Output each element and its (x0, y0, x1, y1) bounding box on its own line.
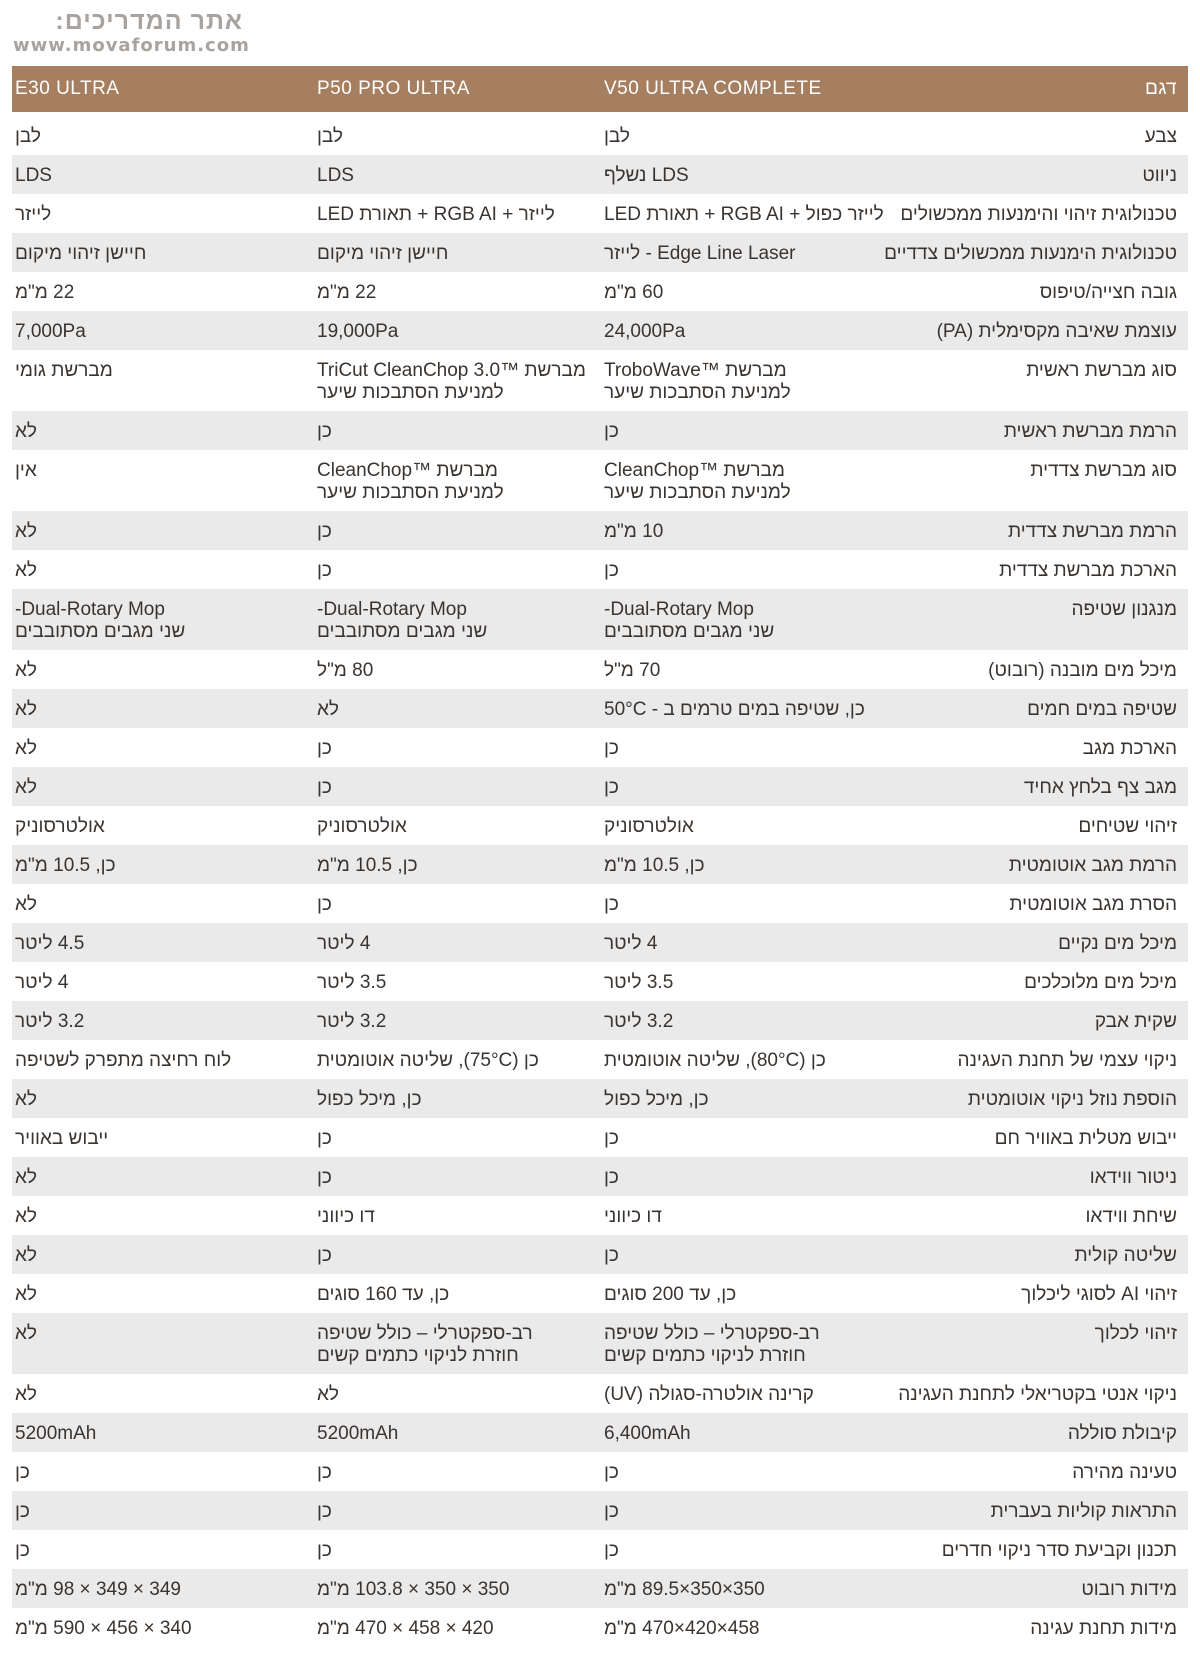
table-row (12, 450, 1188, 511)
table-row (12, 194, 1188, 233)
row-value-model-3: אין (15, 460, 37, 481)
row-value-model-1: 60 מ"מ (604, 282, 664, 303)
table-row (12, 1452, 1188, 1491)
table-row (12, 1235, 1188, 1274)
row-value-model-1: 10 מ"מ (604, 521, 664, 542)
row-value-model-2: 5200mAh (317, 1423, 399, 1444)
value-line: למניעת הסתבכות שיער (317, 382, 504, 403)
row-label: תכנון וקביעת סדר ניקוי חדרים (941, 1540, 1177, 1561)
row-label: הרמת מגב אוטומטית (1008, 855, 1177, 876)
table-row (12, 1569, 1188, 1608)
table-row (12, 1608, 1188, 1647)
row-label: הוספת נוזל ניקוי אוטומטית (967, 1089, 1177, 1110)
row-value-model-1: 6,400mAh (604, 1423, 691, 1444)
header-cell-model-2: P50 PRO ULTRA (317, 78, 470, 99)
row-label: מיכל מים נקיים (1058, 933, 1177, 954)
row-value-model-3: לא (15, 699, 37, 720)
brand-url: www.movaforum.com (13, 35, 250, 56)
value-line: למניעת הסתבכות שיער (604, 482, 791, 503)
row-value-model-1: כן (604, 1462, 619, 1483)
row-label: מידות תחנת עגינה (1030, 1618, 1177, 1639)
row-value-model-1: 3.5 ליטר (604, 972, 674, 993)
row-value-model-2: כן (317, 1540, 332, 1561)
table-row (12, 1313, 1188, 1374)
row-label: צבע (1144, 126, 1177, 147)
row-value-model-3: LDS (15, 165, 52, 186)
header-cell-model-3: E30 ULTRA (15, 78, 120, 99)
row-label: מנגנון שטיפה (1071, 599, 1177, 620)
value-line: Dual-Rotary Mop- (15, 599, 165, 620)
table-row (12, 311, 1188, 350)
row-value-model-1: לבן (604, 126, 630, 147)
row-value-model-3: אולטרסוניק (15, 816, 105, 837)
row-label: מגב צף בלחץ אחיד (1023, 777, 1177, 798)
row-value-model-2: לא (317, 699, 339, 720)
row-value-model-2: LDS (317, 165, 354, 186)
row-value-model-1 (600, 1313, 887, 1367)
row-label: ייבוש מטלית באוויר חם (994, 1128, 1177, 1149)
table-row (12, 1040, 1188, 1079)
row-value-model-1: כן (80°C), שליטה אוטומטית (604, 1050, 826, 1071)
row-value-model-2: כן (317, 894, 332, 915)
row-value-model-3: לא (15, 421, 37, 442)
table-row (12, 1491, 1188, 1530)
row-value-model-2: 420 × 458 × 470 מ"מ (317, 1618, 494, 1639)
table-row (12, 1079, 1188, 1118)
row-value-model-1: כן, שטיפה במים טרמים ב - 50°C (604, 699, 865, 720)
row-value-model-3: 349 × 349 × 98 מ"מ (15, 1579, 181, 1600)
row-value-model-1: כן (604, 1167, 619, 1188)
row-label: הסרת מגב אוטומטית (1009, 894, 1177, 915)
table-row (12, 806, 1188, 845)
row-value-model-1: 458×420×470 מ"מ (604, 1618, 760, 1639)
row-label: ניטור ווידאו (1089, 1167, 1177, 1188)
row-value-model-3: לא (15, 1167, 37, 1188)
row-label: טכנולוגית זיהוי והימנעות ממכשולים (900, 204, 1177, 225)
row-label: מיכל מים מובנה (רובוט) (988, 660, 1177, 681)
row-value-model-2: כן (75°C), שליטה אוטומטית (317, 1050, 539, 1071)
row-value-model-1: כן (604, 1128, 619, 1149)
comparison-table (12, 66, 1188, 1647)
table-row (12, 767, 1188, 806)
row-value-model-1: כן (604, 1540, 619, 1561)
row-label: שטיפה במים חמים (1027, 699, 1177, 720)
table-row (12, 1413, 1188, 1452)
row-label: מידות רובוט (1081, 1579, 1177, 1600)
row-value-model-3: לא (15, 777, 37, 798)
row-label: גובה חצייה/טיפוס (1039, 282, 1177, 303)
table-row (12, 1157, 1188, 1196)
row-value-model-2: כן (317, 560, 332, 581)
row-value-model-2: 350 × 350 × 103.8 מ"מ (317, 1579, 510, 1600)
row-value-model-1: דו כיווני (604, 1206, 662, 1227)
value-line: שני מגבים מסתובבים (604, 621, 775, 642)
row-label: הארכת מברשת צדדית (999, 560, 1177, 581)
table-header (12, 66, 1188, 112)
row-value-model-2: כן (317, 1245, 332, 1266)
row-value-model-1: כן (604, 894, 619, 915)
row-value-model-2 (314, 589, 600, 643)
value-line: חוזרת לניקוי כתמים קשים (317, 1345, 519, 1366)
row-value-model-3: חיישן זיהוי מיקום (15, 243, 147, 264)
row-value-model-3: 5200mAh (15, 1423, 97, 1444)
table-row (12, 589, 1188, 650)
table-row (12, 550, 1188, 589)
row-value-model-1: Edge Line Laser - לייזר (604, 243, 796, 264)
row-value-model-3: לא (15, 894, 37, 915)
row-label: עוצמת שאיבה מקסימלית (PA) (936, 321, 1177, 342)
row-value-model-2 (314, 1313, 600, 1367)
row-value-model-1: 4 ליטר (604, 933, 658, 954)
row-value-model-1: כן (604, 777, 619, 798)
row-label: ניקוי אנטי בקטריאלי לתחנת העגינה (898, 1384, 1177, 1405)
table-row (12, 233, 1188, 272)
row-label: טכנולוגית הימנעות ממכשולים צדדיים (884, 243, 1177, 264)
row-value-model-2: 3.2 ליטר (317, 1011, 387, 1032)
row-value-model-3: כן, 10.5 מ"מ (15, 855, 116, 876)
row-value-model-1 (600, 450, 887, 504)
row-value-model-1: 3.2 ליטר (604, 1011, 674, 1032)
row-value-model-2: כן (317, 521, 332, 542)
row-value-model-3: 3.2 ליטר (15, 1011, 85, 1032)
row-value-model-1: כן (604, 560, 619, 581)
table-row (12, 1001, 1188, 1040)
table-row (12, 350, 1188, 411)
row-value-model-2: כן, מיכל כפול (317, 1089, 422, 1110)
row-value-model-2 (314, 450, 600, 504)
row-value-model-3: לא (15, 660, 37, 681)
row-value-model-1: לייזר כפול + RGB AI + תאורת LED (604, 204, 884, 225)
row-label: זיהוי שטיחים (1078, 816, 1177, 837)
row-value-model-3: 340 × 456 × 590 מ"מ (15, 1618, 192, 1639)
row-value-model-2: לבן (317, 126, 343, 147)
table-row (12, 272, 1188, 311)
row-value-model-3: לא (15, 521, 37, 542)
row-value-model-3: לא (15, 560, 37, 581)
row-label: זיהוי לכלוך (1094, 1323, 1177, 1344)
row-value-model-2: 3.5 ליטר (317, 972, 387, 993)
row-value-model-1: אולטרסוניק (604, 816, 694, 837)
value-line: מברשת ™TriCut CleanChop 3.0 (317, 360, 586, 381)
row-label: ניווט (1142, 165, 1177, 186)
row-value-model-3: 4 ליטר (15, 972, 69, 993)
row-value-model-2: דו כיווני (317, 1206, 375, 1227)
table-row (12, 962, 1188, 1001)
row-value-model-2: כן, עד 160 סוגים (317, 1284, 450, 1305)
row-value-model-3: לא (15, 1089, 37, 1110)
value-line: מברשת ™CleanChop (604, 460, 785, 481)
row-value-model-1: 70 מ"ל (604, 660, 661, 681)
table-row (12, 411, 1188, 450)
row-value-model-3: כן (15, 1462, 30, 1483)
row-value-model-2: כן, 10.5 מ"מ (317, 855, 418, 876)
row-value-model-1: 24,000Pa (604, 321, 686, 342)
row-label: שקית אבק (1094, 1011, 1177, 1032)
value-line: רב-ספקטרלי – כולל שטיפה (604, 1323, 820, 1344)
row-value-model-3: לא (15, 738, 37, 759)
row-value-model-3: לא (15, 1284, 37, 1305)
row-value-model-1: כן (604, 1501, 619, 1522)
row-value-model-2: חיישן זיהוי מיקום (317, 243, 449, 264)
row-label: שיחת ווידאו (1085, 1206, 1177, 1227)
row-value-model-3: כן (15, 1501, 30, 1522)
row-value-model-1: קרינה אולטרה-סגולה (UV) (604, 1384, 814, 1405)
row-value-model-2 (314, 350, 600, 404)
row-value-model-3: לא (15, 1323, 37, 1344)
row-value-model-2: כן (317, 1501, 332, 1522)
value-line: מברשת ™CleanChop (317, 460, 498, 481)
row-value-model-1: כן, מיכל כפול (604, 1089, 709, 1110)
row-label: שליטה קולית (1074, 1245, 1177, 1266)
row-value-model-2: כן (317, 777, 332, 798)
row-value-model-1: כן (604, 738, 619, 759)
row-value-model-2: כן (317, 738, 332, 759)
row-value-model-2: לא (317, 1384, 339, 1405)
table-row (12, 923, 1188, 962)
table-row (12, 1196, 1188, 1235)
table-row (12, 650, 1188, 689)
row-value-model-2: כן (317, 421, 332, 442)
value-line: שני מגבים מסתובבים (317, 621, 488, 642)
row-label: זיהוי AI לסוגי ליכלוך (1021, 1284, 1177, 1305)
table-row (12, 511, 1188, 550)
row-value-model-2: 19,000Pa (317, 321, 399, 342)
row-value-model-3: כן (15, 1540, 30, 1561)
row-value-model-1: כן, 10.5 מ"מ (604, 855, 705, 876)
row-value-model-2: 80 מ"ל (317, 660, 374, 681)
value-line: Dual-Rotary Mop- (604, 599, 754, 620)
header-cell-model-1: V50 ULTRA COMPLETE (604, 78, 822, 99)
row-value-model-2: כן (317, 1167, 332, 1188)
row-value-model-1: כן (604, 1245, 619, 1266)
row-value-model-2: 4 ליטר (317, 933, 371, 954)
value-line: שני מגבים מסתובבים (15, 621, 186, 642)
row-value-model-1 (600, 589, 887, 643)
site-brand (13, 6, 250, 58)
table-row (12, 116, 1188, 155)
row-value-model-1: כן, עד 200 סוגים (604, 1284, 737, 1305)
row-value-model-1: LDS נשלף (604, 165, 689, 186)
row-value-model-3: 4.5 ליטר (15, 933, 85, 954)
row-label: הרמת מברשת צדדית (1007, 521, 1177, 542)
row-value-model-3: לא (15, 1206, 37, 1227)
row-label: ניקוי עצמי של תחנת העגינה (957, 1050, 1177, 1071)
row-label: סוג מברשת צדדית (1030, 460, 1177, 481)
table-row (12, 1530, 1188, 1569)
header-cell-label: דגם (1144, 78, 1177, 99)
brand-title: אתר המדריכים: (55, 7, 243, 35)
row-label: הארכת מגב (1082, 738, 1177, 759)
value-line: חוזרת לניקוי כתמים קשים (604, 1345, 806, 1366)
table-row (12, 884, 1188, 923)
row-value-model-3: ייבוש באוויר (15, 1128, 109, 1149)
row-value-model-2: כן (317, 1462, 332, 1483)
row-value-model-3: מברשת גומי (15, 360, 113, 381)
row-label: מיכל מים מלוכלכים (1024, 972, 1177, 993)
row-label: סוג מברשת ראשית (1026, 360, 1177, 381)
row-value-model-2: כן (317, 1128, 332, 1149)
row-value-model-2: 22 מ"מ (317, 282, 377, 303)
row-value-model-3: לא (15, 1384, 37, 1405)
row-value-model-2: אולטרסוניק (317, 816, 407, 837)
table-row (12, 1118, 1188, 1157)
table-row (12, 728, 1188, 767)
row-value-model-3: לבן (15, 126, 41, 147)
row-label: טעינה מהירה (1072, 1462, 1177, 1483)
row-value-model-3: 7,000Pa (15, 321, 86, 342)
row-value-model-1: כן (604, 421, 619, 442)
value-line: למניעת הסתבכות שיער (604, 382, 791, 403)
row-value-model-3: לא (15, 1245, 37, 1266)
table-row (12, 689, 1188, 728)
row-value-model-1: 350×350×89.5 מ"מ (604, 1579, 765, 1600)
value-line: Dual-Rotary Mop- (317, 599, 467, 620)
table-row (12, 1274, 1188, 1313)
value-line: רב-ספקטרלי – כולל שטיפה (317, 1323, 533, 1344)
row-value-model-1 (600, 350, 887, 404)
row-label: התראות קוליות בעברית (990, 1501, 1177, 1522)
value-line: מברשת ™TroboWave (604, 360, 787, 381)
row-value-model-3: 22 מ"מ (15, 282, 75, 303)
table-row (12, 845, 1188, 884)
value-line: למניעת הסתבכות שיער (317, 482, 504, 503)
row-value-model-3 (12, 589, 314, 643)
row-value-model-3: לייזר (15, 204, 52, 225)
row-value-model-2: לייזר + RGB AI + תאורת LED (317, 204, 555, 225)
row-label: הרמת מברשת ראשית (1003, 421, 1177, 442)
table-row (12, 155, 1188, 194)
row-value-model-3: לוח רחיצה מתפרק לשטיפה (15, 1050, 232, 1071)
table-row (12, 1374, 1188, 1413)
row-label: קיבולת סוללה (1067, 1423, 1177, 1444)
